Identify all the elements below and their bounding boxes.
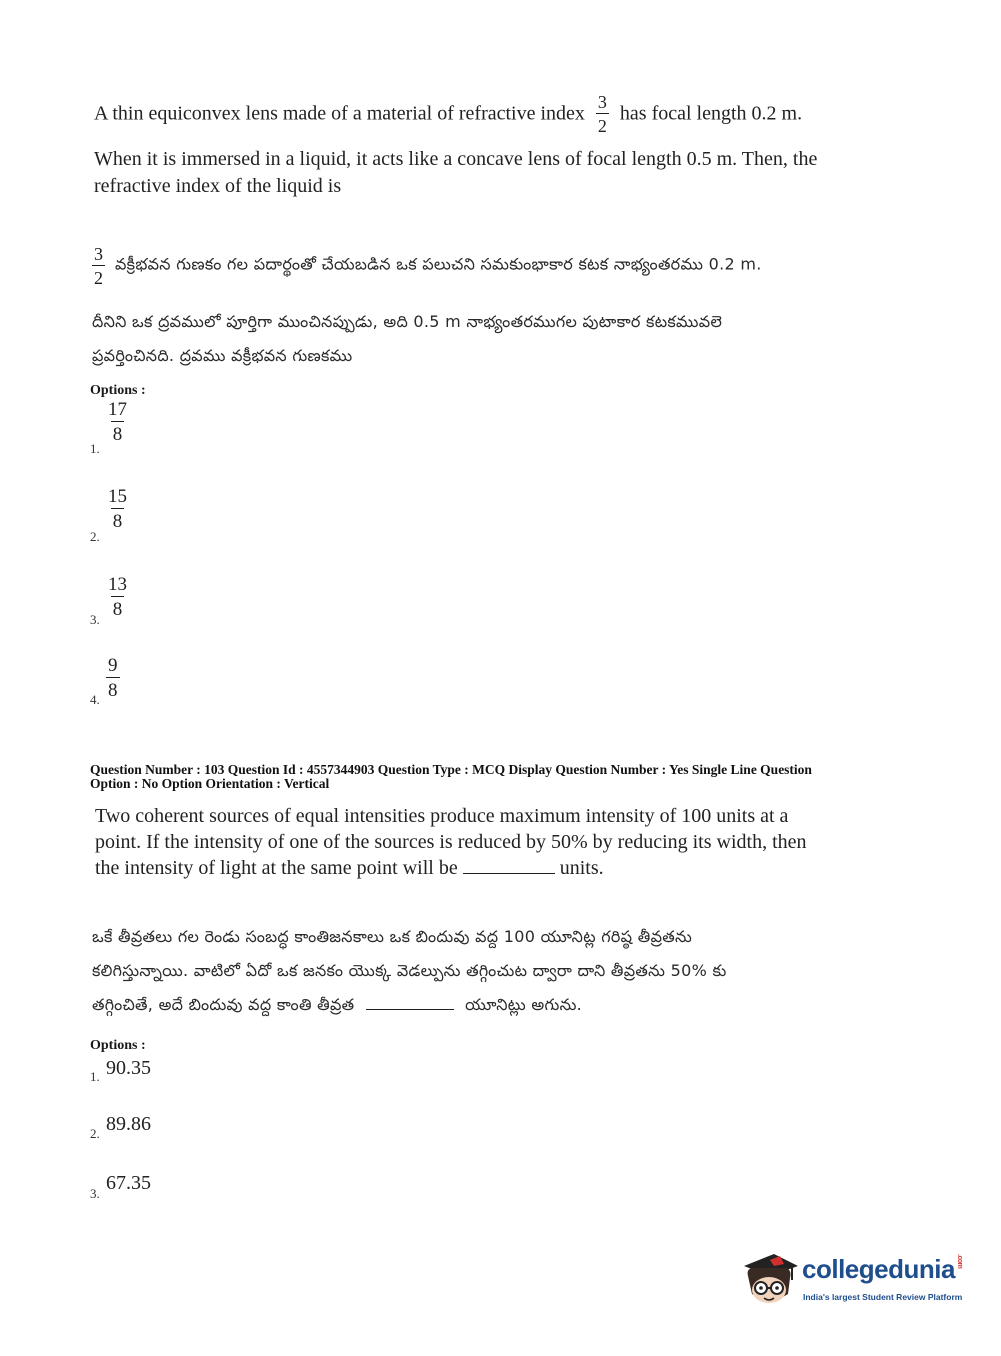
- q103-te-line3-a: తగ్గించితే, అదే బిందువు వద్ద కాంతి తీవ్రత: [92, 995, 355, 1014]
- q102-en-fraction: $\frac{3}{2}$: [597, 92, 607, 136]
- answer-blank: [463, 873, 555, 874]
- option-number: 2.: [90, 529, 100, 544]
- q103-meta-line1: Question Number : 103 Question Id : 4557344903 Question Type : MCQ Display Question Number : Yes Single Line Question: [90, 762, 812, 777]
- q103-te-line1: ఒకే తీవ్రతలు గల రెండు సంబద్ధ కాంతిజనకాలు ఒక బిందువు వద్ద 100 యూనిట్ల గరిష్ఠ తీవ్రతను: [92, 927, 693, 946]
- q102-te-fraction: $\frac{3}{2}$: [94, 244, 103, 288]
- option-number: 3.: [90, 1186, 100, 1201]
- brand-suffix: .com: [955, 1254, 963, 1269]
- mascot-icon: [740, 1250, 800, 1310]
- q102-te-line1: [92, 245, 762, 287]
- option-value: 89.86: [106, 1113, 151, 1135]
- option-fraction: $\frac{9}{8}$: [108, 655, 118, 701]
- collegedunia-logo[interactable]: [740, 1248, 970, 1312]
- q103-te-line2: కలిగిస్తున్నాయి. వాటిలో ఏదో ఒక జనకం యొక్క వెడల్పును తగ్గించుట ద్వారా దాని తీవ్రతను 50% కు: [92, 961, 727, 980]
- q102-options-label: Options :: [90, 383, 146, 398]
- option-number: 3.: [90, 612, 100, 627]
- q102-en-line1: [94, 93, 802, 135]
- q103-en-line3-b: units.: [559, 857, 604, 879]
- option-number: 1.: [90, 441, 100, 456]
- option-value: 67.35: [106, 1172, 151, 1194]
- q102-en-line3: refractive index of the liquid is: [94, 175, 342, 197]
- q103-te-line3: [92, 995, 582, 1018]
- answer-blank: [366, 1009, 454, 1010]
- q102-te-line2: దీనిని ఒక ద్రవములో పూర్తిగా ముంచినప్పుడు, అది 0.5 m నాభ్యంతరముగల పుటాకార కటకమువలె: [92, 312, 723, 331]
- q103-te-line3-b: యూనిట్లు అగును.: [465, 995, 583, 1014]
- q102-en-line2: When it is immersed in a liquid, it acts like a concave lens of focal length 0.5 m. Then, the: [94, 148, 818, 170]
- q103-en-line3-a: the intensity of light at the same point will be: [95, 857, 458, 879]
- q103-en-line3: [95, 855, 604, 882]
- q103-options-label: Options :: [90, 1038, 146, 1053]
- brand-tagline: India's largest Student Review Platform: [803, 1292, 963, 1302]
- q102-en-suffix: has focal length 0.2 m.: [619, 102, 803, 125]
- option-value: 90.35: [106, 1057, 151, 1079]
- q103-en-line1: Two coherent sources of equal intensities produce maximum intensity of 100 units at a: [95, 805, 789, 827]
- q102-te-text: వక్రీభవన గుణకం గల పదార్థంతో చేయబడిన ఒక పలుచని సమకుంభాకార కటక నాభ్యంతరము 0.2 m.: [115, 254, 762, 274]
- q103-en-line2: point. If the intensity of one of the sources is reduced by 50% by reducing its width, then: [95, 831, 807, 853]
- q102-en-prefix: A thin equiconvex lens made of a material of refractive index: [94, 102, 585, 125]
- option-number: 2.: [90, 1126, 100, 1141]
- brand-name: collegedunia.com: [802, 1254, 963, 1284]
- option-fraction: $\frac{13}{8}$: [108, 574, 127, 620]
- option-fraction: $\frac{15}{8}$: [108, 486, 127, 532]
- option-number: 4.: [90, 692, 100, 707]
- q103-meta-line2: Option : No Option Orientation : Vertical: [90, 776, 330, 791]
- option-number: 1.: [90, 1069, 100, 1084]
- q102-te-line3: ప్రవర్తించినది. ద్రవము వక్రీభవన గుణకము: [92, 346, 353, 365]
- option-fraction: $\frac{17}{8}$: [108, 399, 127, 445]
